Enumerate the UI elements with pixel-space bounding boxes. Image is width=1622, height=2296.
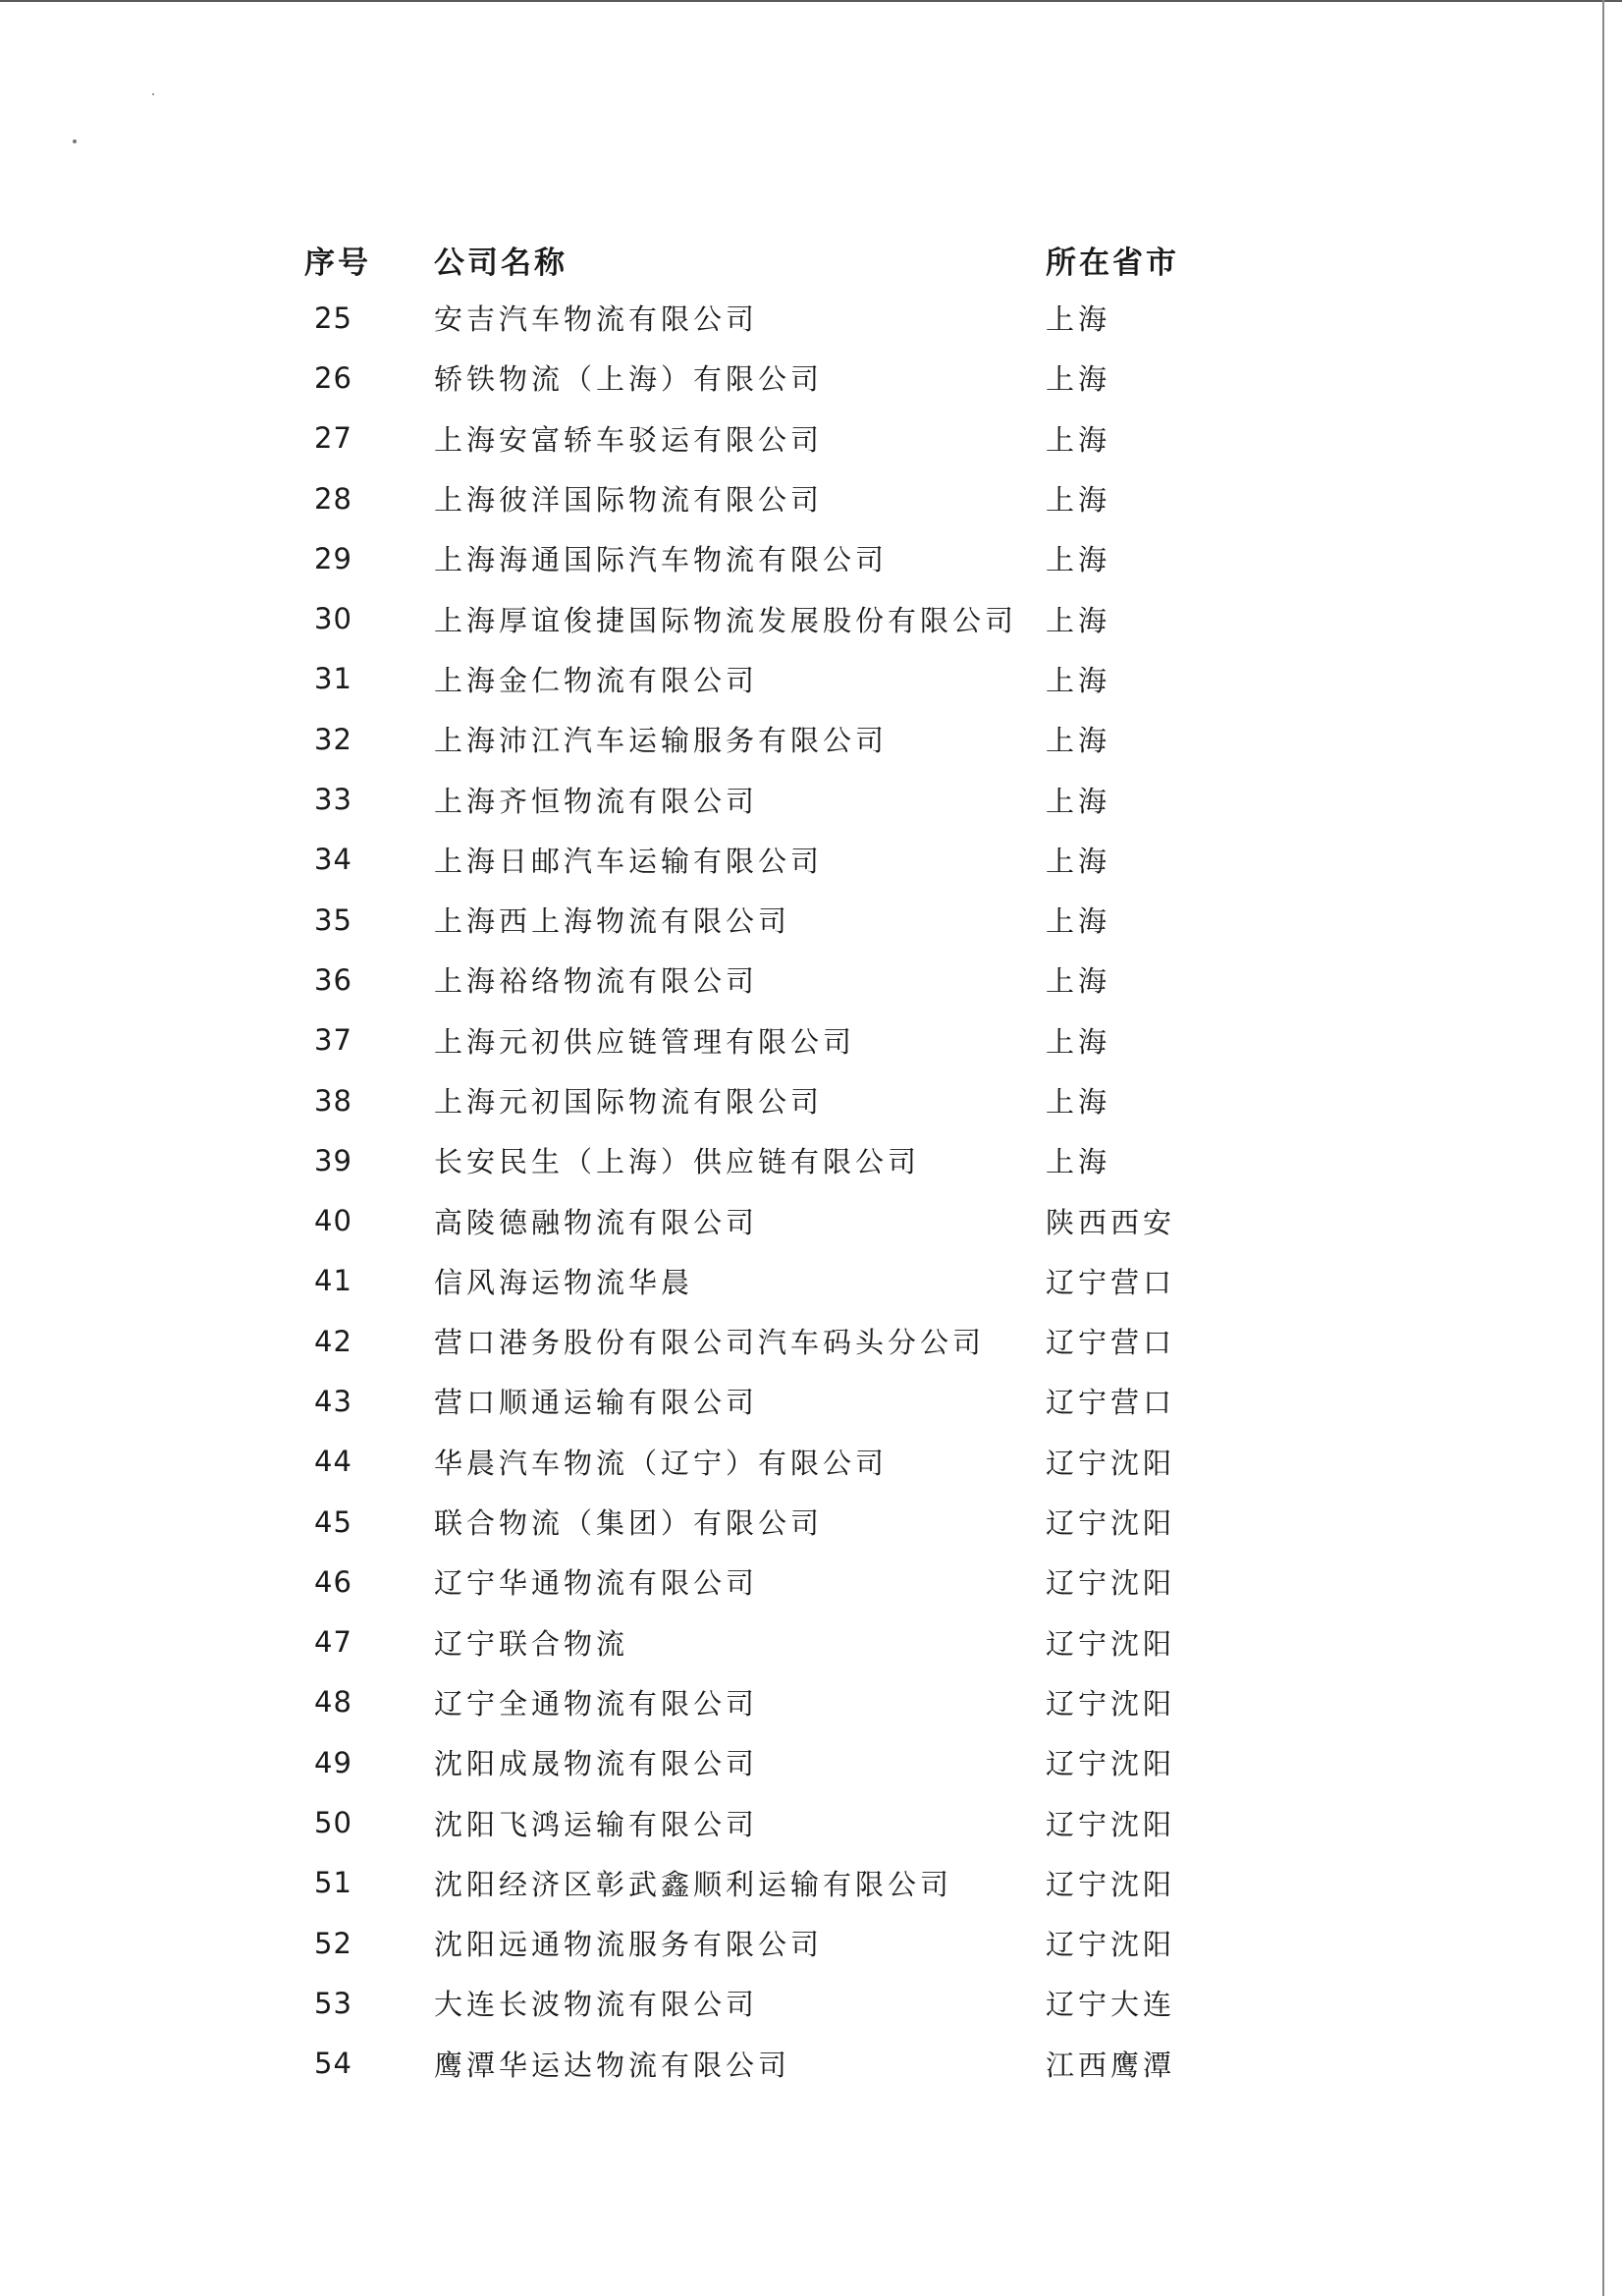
row-company-name: 上海西上海物流有限公司 (434, 904, 791, 939)
table-row (295, 1070, 1276, 1130)
row-company-name: 上海元初国际物流有限公司 (434, 1085, 824, 1119)
row-company-name: 上海彼洋国际物流有限公司 (434, 483, 824, 518)
row-no: 46 (314, 1564, 352, 1599)
row-location: 辽宁沈阳 (1046, 1686, 1176, 1721)
row-company-name: 长安民生（上海）供应链有限公司 (434, 1145, 921, 1179)
table-row (295, 709, 1276, 769)
row-location: 上海 (1046, 724, 1111, 758)
row-no: 29 (314, 541, 352, 575)
row-no: 33 (314, 783, 352, 817)
table-row (295, 1613, 1276, 1672)
row-location: 辽宁沈阳 (1046, 1928, 1176, 1962)
row-company-name: 沈阳成晟物流有限公司 (434, 1747, 759, 1781)
row-company-name: 上海沛江汽车运输服务有限公司 (434, 724, 889, 758)
row-location: 上海 (1046, 543, 1111, 577)
row-company-name: 上海安富轿车驳运有限公司 (434, 422, 824, 457)
row-no: 51 (314, 1866, 352, 1900)
table-header-row (295, 231, 1276, 288)
row-company-name: 鹰潭华运达物流有限公司 (434, 2048, 791, 2082)
scan-speck (73, 139, 77, 143)
table-row (295, 1190, 1276, 1250)
row-location: 上海 (1046, 964, 1111, 999)
row-company-name: 上海齐恒物流有限公司 (434, 784, 759, 818)
table-row (295, 1732, 1276, 1792)
row-location: 辽宁沈阳 (1046, 1747, 1176, 1781)
header-location: 所在省市 (1046, 245, 1179, 281)
table-row (295, 288, 1276, 348)
table-row (295, 1853, 1276, 1913)
row-location: 辽宁沈阳 (1046, 1626, 1176, 1661)
table-row (295, 1973, 1276, 2033)
row-location: 辽宁大连 (1046, 1988, 1176, 2022)
row-no: 47 (314, 1625, 352, 1660)
row-location: 辽宁沈阳 (1046, 1506, 1176, 1541)
row-location: 上海 (1046, 1024, 1111, 1059)
row-company-name: 信风海运物流华晨 (434, 1265, 694, 1299)
table-row (295, 468, 1276, 528)
table-row (295, 528, 1276, 588)
row-company-name: 沈阳经济区彰武鑫顺利运输有限公司 (434, 1867, 953, 1901)
row-company-name: 沈阳飞鸿运输有限公司 (434, 1807, 759, 1841)
row-no: 39 (314, 1143, 352, 1177)
table-row (295, 649, 1276, 709)
row-location: 上海 (1046, 422, 1111, 457)
table-row (295, 1251, 1276, 1311)
row-no: 35 (314, 902, 352, 937)
row-no: 49 (314, 1745, 352, 1779)
table-row (295, 588, 1276, 648)
row-no: 38 (314, 1083, 352, 1118)
row-no: 50 (314, 1806, 352, 1840)
row-location: 辽宁沈阳 (1046, 1446, 1176, 1480)
row-location: 上海 (1046, 904, 1111, 939)
row-no: 37 (314, 1023, 352, 1058)
row-no: 32 (314, 722, 352, 756)
table-row (295, 348, 1276, 408)
table-row (295, 1011, 1276, 1070)
table-row (295, 1672, 1276, 1732)
row-location: 辽宁营口 (1046, 1386, 1176, 1420)
row-location: 辽宁沈阳 (1046, 1807, 1176, 1841)
table-row (295, 890, 1276, 950)
row-company-name: 华晨汽车物流（辽宁）有限公司 (434, 1446, 889, 1480)
row-company-name: 联合物流（集团）有限公司 (434, 1506, 824, 1541)
row-company-name: 上海金仁物流有限公司 (434, 663, 759, 697)
row-no: 43 (314, 1384, 352, 1418)
row-location: 上海 (1046, 302, 1111, 337)
row-company-name: 大连长波物流有限公司 (434, 1988, 759, 2022)
row-location: 江西鹰潭 (1046, 2048, 1176, 2082)
row-location: 辽宁营口 (1046, 1326, 1176, 1360)
table-row (295, 950, 1276, 1010)
row-no: 34 (314, 843, 352, 877)
row-company-name: 上海厚谊俊捷国际物流发展股份有限公司 (434, 603, 1018, 637)
table-row (295, 1432, 1276, 1492)
row-company-name: 上海日邮汽车运输有限公司 (434, 844, 824, 878)
row-location: 上海 (1046, 483, 1111, 518)
row-no: 27 (314, 421, 352, 456)
row-location: 辽宁沈阳 (1046, 1566, 1176, 1601)
row-location: 上海 (1046, 1145, 1111, 1179)
row-no: 45 (314, 1504, 352, 1539)
row-no: 54 (314, 2047, 352, 2081)
table-row (295, 830, 1276, 890)
row-no: 44 (314, 1445, 352, 1479)
table-body (295, 288, 1276, 2094)
table-row (295, 1913, 1276, 1973)
row-no: 42 (314, 1324, 352, 1358)
row-company-name: 沈阳远通物流服务有限公司 (434, 1928, 824, 1962)
table-row (295, 769, 1276, 829)
row-no: 40 (314, 1204, 352, 1238)
scan-speck (152, 93, 154, 95)
row-no: 30 (314, 602, 352, 636)
row-no: 25 (314, 301, 352, 335)
row-no: 26 (314, 360, 352, 395)
row-location: 陕西西安 (1046, 1205, 1176, 1239)
row-no: 52 (314, 1926, 352, 1960)
row-company-name: 辽宁全通物流有限公司 (434, 1686, 759, 1721)
row-company-name: 营口顺通运输有限公司 (434, 1386, 759, 1420)
page-top-edge (0, 0, 1622, 2)
table-row (295, 1311, 1276, 1371)
row-company-name: 上海元初供应链管理有限公司 (434, 1024, 856, 1059)
row-no: 41 (314, 1264, 352, 1298)
table-row (295, 1130, 1276, 1190)
row-no: 53 (314, 1986, 352, 2020)
table-row (295, 2034, 1276, 2094)
row-company-name: 辽宁联合物流 (434, 1626, 629, 1661)
row-company-name: 上海海通国际汽车物流有限公司 (434, 543, 889, 577)
table-row (295, 409, 1276, 468)
company-table (295, 231, 1276, 2094)
table-row (295, 1492, 1276, 1552)
row-no: 28 (314, 481, 352, 516)
row-company-name: 辽宁华通物流有限公司 (434, 1566, 759, 1601)
table-row (295, 1371, 1276, 1431)
row-company-name: 轿铁物流（上海）有限公司 (434, 362, 824, 397)
table-row (295, 1552, 1276, 1612)
row-company-name: 高陵德融物流有限公司 (434, 1205, 759, 1239)
row-location: 辽宁沈阳 (1046, 1867, 1176, 1901)
table-row (295, 1792, 1276, 1852)
row-location: 辽宁营口 (1046, 1265, 1176, 1299)
row-company-name: 营口港务股份有限公司汽车码头分公司 (434, 1326, 986, 1360)
row-location: 上海 (1046, 1085, 1111, 1119)
row-no: 31 (314, 662, 352, 696)
row-company-name: 安吉汽车物流有限公司 (434, 302, 759, 337)
row-location: 上海 (1046, 784, 1111, 818)
header-name: 公司名称 (434, 245, 568, 281)
page-right-edge (1602, 0, 1604, 2296)
row-location: 上海 (1046, 844, 1111, 878)
row-company-name: 上海裕络物流有限公司 (434, 964, 759, 999)
row-location: 上海 (1046, 362, 1111, 397)
header-no: 序号 (304, 245, 371, 281)
row-no: 48 (314, 1685, 352, 1720)
row-location: 上海 (1046, 663, 1111, 697)
row-no: 36 (314, 962, 352, 997)
row-location: 上海 (1046, 603, 1111, 637)
